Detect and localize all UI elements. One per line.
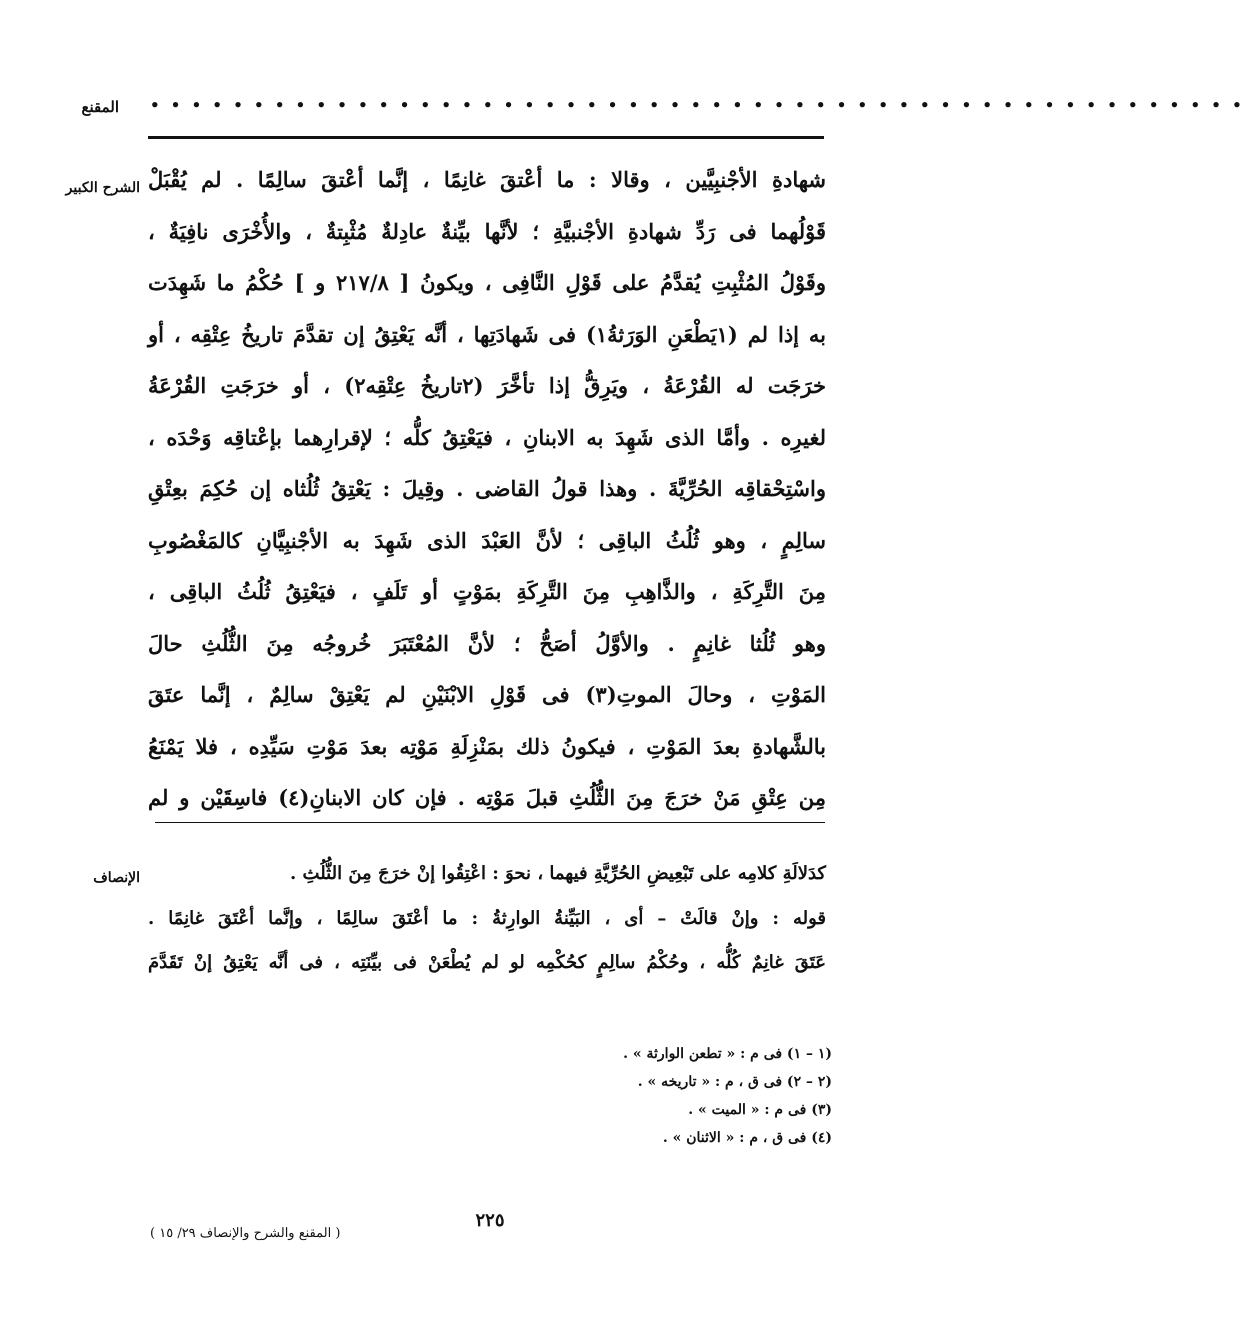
text-line: المَوْتِ ، وحالَ الموتِ(٣) فى قَوْلِ الابْنَيْنِ لم يَعْتِقْ سالِمٌ ، إنَّما عتَقَ <box>148 682 826 707</box>
text-line: لغيرِه . وأمَّا الذى شَهِدَ به الابنانِ ، فيَعْتِقُ كلُّه ؛ لإقرارِهما بإعْتاقِه وَحْدَه ، <box>148 424 826 450</box>
volume-reference: ( المقنع والشرح والإنصاف ٢٩/ ١٥ ) <box>150 1226 341 1241</box>
text-line: شهادةِ الأجْنبِيَّين ، وقالا : ما أعْتقَ غانِمًا ، إنَّما أعْتقَ سالِمًا . لم يُقْبَلْ <box>148 167 826 192</box>
section-divider <box>155 822 825 823</box>
header-rule <box>148 136 824 139</box>
running-header-title: المقنع <box>81 98 119 116</box>
footnote: (١ – ١) فى م : « تطعن الوارثة » . <box>623 1046 832 1062</box>
text-line: واسْتِحْقاقِه الحُرِّيَّةَ . وهذا قولُ القاضى . وقِيلَ : يَعْتِقُ ثُلُثاه إن حُكِمَ بعِتْقِ <box>148 476 826 501</box>
text-line: قوله : وإنْ قالَتْ – أى ، البَيِّنةُ الوارِثةُ : ما أعْتَقَ سالِمًا ، وإنَّما أعْتَقَ غانِمًا . <box>148 907 826 929</box>
insaf-text <box>148 852 826 986</box>
text-line: قَوْلُهما فى رَدِّ شهادةِ الأجْنبيَّةِ ؛ لأنَّها بيِّنةٌ عادِلةٌ مُثْبِتةٌ ، والأُخْرَى نافِيَةٌ ، <box>148 218 826 244</box>
footnote: (٢ – ٢) فى ق ، م : « تاريخه » . <box>637 1074 832 1090</box>
text-line: مِن عِتْقِ مَنْ خرَجَ مِنَ الثُّلُثِ قبلَ مَوْتِه . فإن كان الابنانِ(٤) فاسِقَيْن و لم <box>148 785 826 810</box>
text-line: سالِمٍ ، وهو ثُلُثُ الباقِى ؛ لأنَّ العَبْدَ الذى شَهِدَ به الأجْنبِيَّانِ كالمَغْصُوبِ <box>148 527 826 553</box>
text-line: بالشَّهادةِ بعدَ المَوْتِ ، فيكونُ ذلك بمَنْزِلَةِ مَوْتِه بعدَ مَوْتِ سَيِّدِه ، فلا يَمْنَعُ <box>148 733 826 759</box>
text-line: به إذا لم (١يَطْعَنِ الوَرَثةُ١) فى شَهادَتِها ، أنَّه يَعْتِقُ إن تقدَّمَ تاريخُ عِتْقِه ، أو <box>148 321 827 347</box>
header-dot-leader: • • • • • • • • • • • • • • • • • • • • • • • • • • • • • • • • • • • • • • • • • • • • • • • • • • • • • <box>150 96 1245 114</box>
footnotes <box>420 1040 832 1152</box>
text-line: عَتَقَ غانِمٌ كُلُّه ، وحُكْمُ سالِمٍ كحُكْمِه لو لم يُطْعَنْ فى بيِّنَتِه ، فى أنَّه يَعْتِقُ إنْ تَقَدَّمَ <box>148 952 826 973</box>
footnote: (٣) فى م : « الميت » . <box>688 1102 832 1118</box>
text-line: وقَوْلُ المُثْبِتِ يُقدَّمُ على قَوْلِ النَّافِى ، ويكونُ [ ٢١٧/٨ و ] حُكْمُ ما شَهِدَت <box>148 270 826 295</box>
main-commentary-text <box>148 154 826 824</box>
page-number: ٢٢٥ <box>475 1210 505 1231</box>
text-line: خرَجَت له القُرْعَةُ ، ويَرِقُّ إذا تأخَّرَ (٢تاريخُ عِتْقِه٢) ، أو خرَجَتِ القُرْعَةُ <box>148 373 826 398</box>
text-line: كدَلالَةِ كلامِه على تَبْعِيضِ الحُرِّيَّةِ فيهما ، نحوَ : اعْتِقُوا إنْ خرَجَ مِنَ الثُّلُثِ . <box>289 863 826 884</box>
margin-label-sharh: الشرح الكبير <box>65 180 140 196</box>
footnote: (٤) فى ق ، م : « الاثنان » . <box>662 1130 832 1146</box>
text-line: وهو ثُلُثا غانِمٍ . والأوَّلُ أصَحُّ ؛ لأنَّ المُعْتَبَرَ خُروجُه مِنَ الثُّلُثِ حالَ <box>148 630 826 656</box>
margin-label-insaf: الإنصاف <box>93 870 140 886</box>
text-line: مِنَ التَّرِكَةِ ، والذَّاهِبِ مِنَ التَّرِكَةِ بمَوْتٍ أو تَلَفٍ ، فيَعْتِقُ ثُلُثُ الباقِى ، <box>148 579 826 604</box>
